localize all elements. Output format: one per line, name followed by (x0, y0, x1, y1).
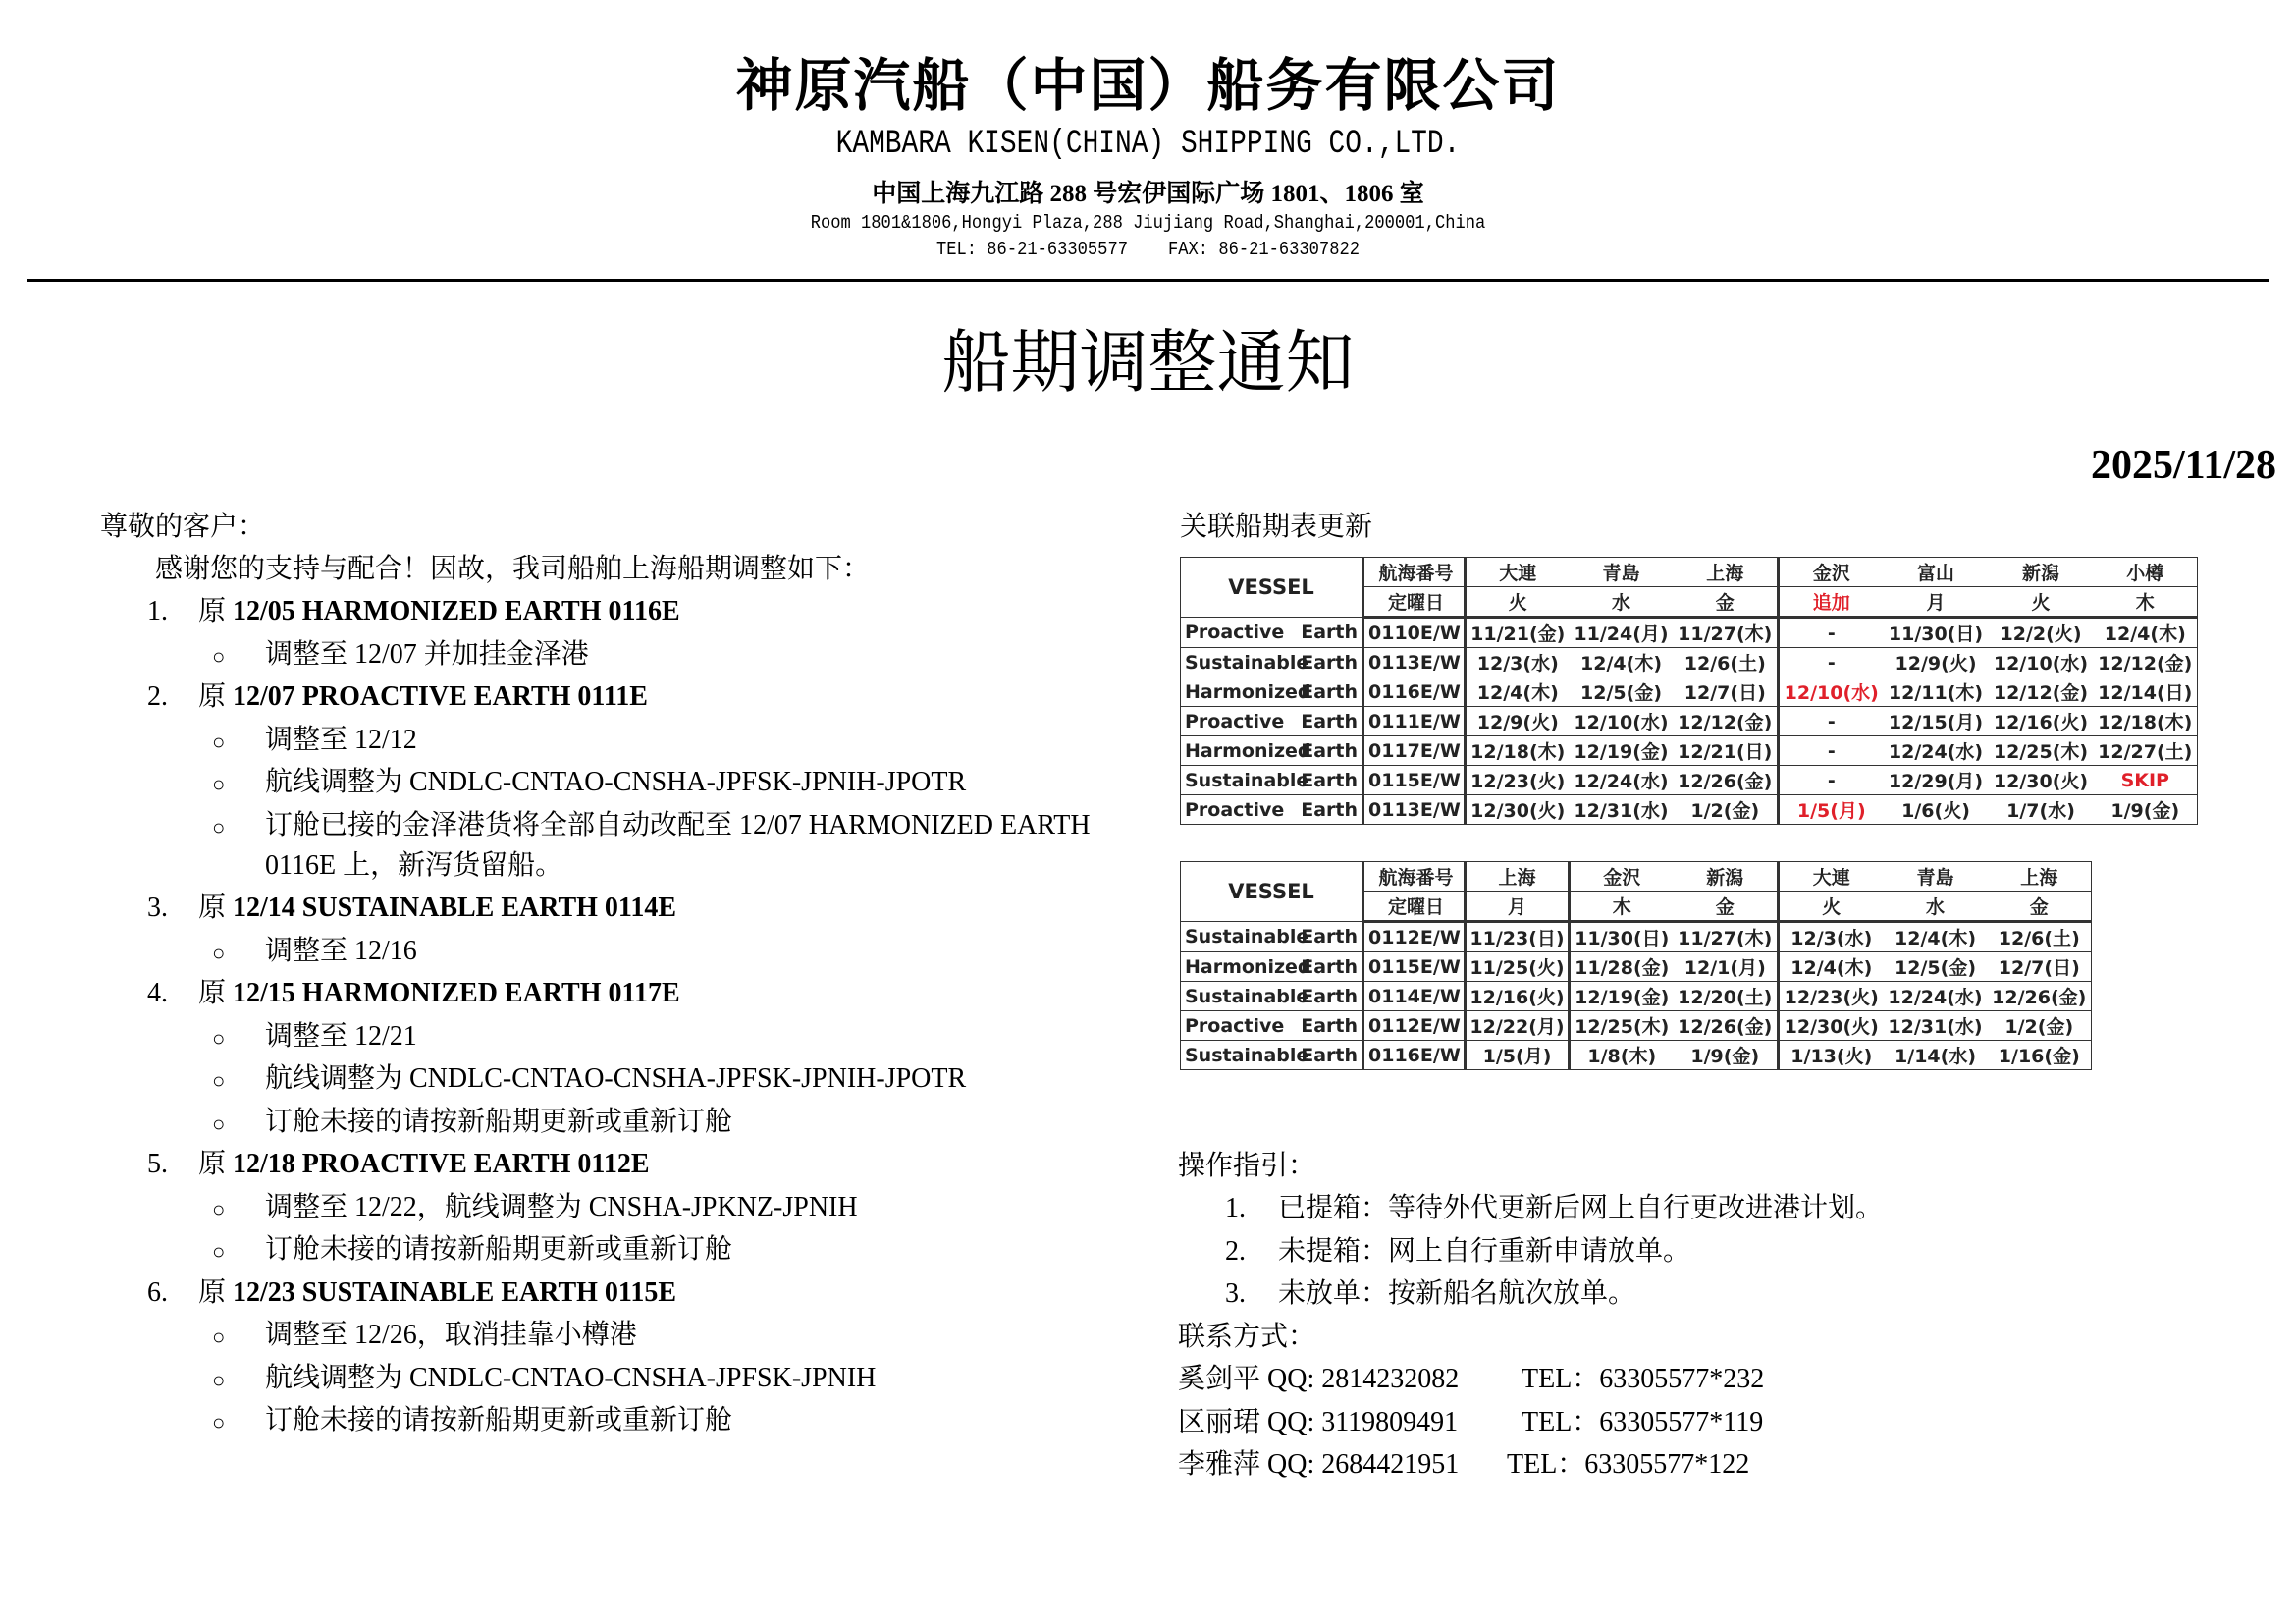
port-header: 上海 (1466, 862, 1570, 892)
schedule-date: 12/25(木) (1570, 1011, 1674, 1041)
voyage-number: 0115E/W (1363, 952, 1466, 982)
schedule-date: 12/12(金) (1674, 707, 1779, 736)
schedule-date: 12/10(水) (1779, 677, 1884, 707)
schedule-date: 1/9(金) (1674, 1041, 1779, 1070)
tel-fax: TEL: 86-21-63305577 FAX: 86-21-63307822 (935, 239, 1360, 260)
table-row (1181, 795, 2198, 825)
port-header: 金沢 (1779, 558, 1884, 587)
item-detail: 订舱未接的请按新船期更新或重新订舱 (265, 1405, 733, 1435)
port-header: 大連 (1779, 862, 1884, 892)
day-cell: 火 (1466, 587, 1570, 618)
table-row (1181, 766, 2198, 795)
bullet-icon: ○ (212, 1068, 226, 1093)
schedule-date: 11/30(日) (1884, 618, 1989, 648)
bullet-icon: ○ (212, 1025, 226, 1051)
vessel-suffix: Earth (1297, 982, 1363, 1011)
voyage-number: 0117E/W (1363, 736, 1466, 766)
schedule-date: 12/4(木) (1884, 922, 1988, 952)
port-header: 大連 (1466, 558, 1570, 587)
schedule-date: 12/11(木) (1884, 677, 1989, 707)
table-row (1181, 922, 2092, 952)
item-prefix: 原 (198, 681, 227, 712)
vessel-name: Proactive (1181, 707, 1297, 736)
vessel-suffix: Earth (1297, 1041, 1363, 1070)
schedule-date: 11/24(月) (1570, 618, 1674, 648)
schedule-date: 12/5(金) (1570, 677, 1674, 707)
schedule-date: 12/31(水) (1570, 795, 1674, 825)
vessel-name: Harmonized (1181, 952, 1297, 982)
item-detail: 调整至 12/26，取消挂靠小樽港 (265, 1320, 637, 1350)
schedule-date: 12/3(水) (1779, 922, 1884, 952)
voyage-header: 航海番号 (1363, 558, 1466, 587)
schedule-date: 12/12(金) (1989, 677, 2094, 707)
schedule-date: 12/18(木) (1466, 736, 1570, 766)
day-cell: 木 (2094, 587, 2198, 618)
contact-tel: TEL：63305577*119 (1522, 1406, 1764, 1437)
schedule-date: 1/5(月) (1779, 795, 1884, 825)
vessel-name: Harmonized (1181, 736, 1297, 766)
schedule-date: 11/25(火) (1466, 952, 1570, 982)
item-detail: 航线调整为 CNDLC-CNTAO-CNSHA-JPFSK-JPNIH-JPOTR (265, 767, 967, 797)
schedule-table-1 (1180, 557, 2198, 825)
item-heading (198, 596, 680, 627)
vessel-header: VESSEL (1181, 862, 1363, 922)
schedule-table-2 (1180, 861, 2092, 1070)
schedule-section-title: 关联船期表更新 (1180, 512, 1373, 542)
guide-text: 未放单：按新船名航次放单。 (1278, 1278, 1636, 1309)
item-number: 5. (147, 1149, 168, 1179)
schedule-date: 12/15(月) (1884, 707, 1989, 736)
bullet-icon: ○ (212, 1196, 226, 1221)
contact-title: 联系方式： (1178, 1322, 1316, 1352)
day-cell: 金 (1988, 892, 2092, 922)
vessel-suffix: Earth (1297, 922, 1363, 952)
schedule-date: 12/23(火) (1466, 766, 1570, 795)
schedule-date: 12/23(火) (1779, 982, 1884, 1011)
schedule-date: - (1779, 618, 1884, 648)
item-number: 2. (147, 681, 168, 712)
address-en: Room 1801&1806,Hongyi Plaza,288 Jiujiang Road,Shanghai,200001,China (810, 212, 1486, 234)
schedule-date: 12/6(土) (1988, 922, 2092, 952)
item-vessel: 12/07 PROACTIVE EARTH 0111E (233, 681, 648, 712)
vessel-suffix: Earth (1297, 677, 1363, 707)
vessel-name: Sustainable (1181, 1041, 1297, 1070)
schedule-date: 12/25(木) (1989, 736, 2094, 766)
schedule-date: 12/31(水) (1884, 1011, 1988, 1041)
item-vessel: 12/15 HARMONIZED EARTH 0117E (233, 978, 680, 1008)
contact-name-qq: 区丽珺 QQ: 3119809491 (1178, 1406, 1459, 1437)
schedule-date: - (1779, 707, 1884, 736)
company-name-cn: 神原汽船（中国）船务有限公司 (735, 52, 1561, 119)
schedule-date: 11/30(日) (1570, 922, 1674, 952)
guide-number: 2. (1225, 1235, 1246, 1267)
guide-text: 未提箱：网上自行重新申请放单。 (1278, 1235, 1691, 1267)
item-heading (198, 1277, 676, 1309)
day-cell: 木 (1570, 892, 1674, 922)
voyage-number: 0113E/W (1363, 795, 1466, 825)
item-vessel: 12/14 SUSTAINABLE EARTH 0114E (233, 893, 677, 923)
item-prefix: 原 (198, 978, 227, 1008)
schedule-date: 12/4(木) (1466, 677, 1570, 707)
vessel-name: Sustainable (1181, 922, 1297, 952)
vessel-suffix: Earth (1297, 736, 1363, 766)
day-cell: 火 (1989, 587, 2094, 618)
item-detail: 调整至 12/22，航线调整为 CNSHA-JPKNZ-JPNIH (265, 1191, 858, 1222)
day-cell: 金 (1674, 892, 1779, 922)
table-row (1181, 648, 2198, 677)
day-header: 定曜日 (1363, 587, 1466, 618)
schedule-date: 12/18(木) (2094, 707, 2198, 736)
schedule-date: 12/22(月) (1466, 1011, 1570, 1041)
schedule-date: - (1779, 736, 1884, 766)
schedule-date: 12/20(土) (1674, 982, 1779, 1011)
voyage-number: 0113E/W (1363, 648, 1466, 677)
table-row (1181, 1011, 2092, 1041)
port-header: 富山 (1884, 558, 1989, 587)
day-cell: 月 (1884, 587, 1989, 618)
schedule-date: 1/2(金) (1674, 795, 1779, 825)
item-detail: 调整至 12/07 并加挂金泽港 (265, 638, 589, 670)
item-heading (198, 978, 680, 1009)
item-detail: 航线调整为 CNDLC-CNTAO-CNSHA-JPFSK-JPNIH-JPOTR (265, 1063, 967, 1094)
schedule-date: 12/24(水) (1884, 982, 1988, 1011)
table-row (1181, 952, 2092, 982)
day-cell: 金 (1674, 587, 1779, 618)
item-detail: 调整至 12/16 (265, 935, 417, 966)
port-header: 上海 (1674, 558, 1779, 587)
port-header: 小樽 (2094, 558, 2198, 587)
schedule-date: 12/16(火) (1989, 707, 2094, 736)
item-detail: 订舱未接的请按新船期更新或重新订舱 (265, 1106, 733, 1137)
vessel-name: Sustainable (1181, 982, 1297, 1011)
guide-number: 1. (1225, 1193, 1246, 1223)
vessel-name: Sustainable (1181, 766, 1297, 795)
vessel-name: Proactive (1181, 795, 1297, 825)
schedule-date: 11/27(木) (1674, 922, 1779, 952)
table-row (1181, 707, 2198, 736)
item-detail: 调整至 12/21 (265, 1020, 417, 1052)
company-name-en: KAMBARA KISEN(CHINA) SHIPPING CO.,LTD. (835, 126, 1461, 163)
item-detail: 航线调整为 CNDLC-CNTAO-CNSHA-JPFSK-JPNIH (265, 1362, 877, 1393)
bullet-icon: ○ (212, 643, 226, 669)
vessel-name: Proactive (1181, 618, 1297, 648)
schedule-date: - (1779, 766, 1884, 795)
bullet-icon: ○ (212, 1239, 226, 1264)
voyage-header: 航海番号 (1363, 862, 1466, 892)
schedule-date: 12/4(木) (1779, 952, 1884, 982)
port-header: 青島 (1570, 558, 1674, 587)
table-header-row-ports (1181, 558, 2198, 587)
contact-tel: TEL：63305577*122 (1507, 1449, 1750, 1480)
intro-text: 感谢您的支持与配合！因故，我司船舶上海船期调整如下： (155, 554, 871, 584)
table-row (1181, 982, 2092, 1011)
bullet-icon: ○ (212, 1367, 226, 1392)
contact-tel: TEL：63305577*232 (1522, 1364, 1765, 1394)
day-cell: 月 (1466, 892, 1570, 922)
item-detail: 调整至 12/12 (265, 724, 417, 755)
vessel-header: VESSEL (1181, 558, 1363, 618)
schedule-date: 12/7(日) (1988, 952, 2092, 982)
item-number: 6. (147, 1276, 168, 1308)
voyage-number: 0114E/W (1363, 982, 1466, 1011)
voyage-number: 0115E/W (1363, 766, 1466, 795)
item-detail: 0116E 上，新泻货留船。 (265, 849, 563, 881)
table-row (1181, 1041, 2092, 1070)
schedule-date: 12/19(金) (1570, 982, 1674, 1011)
day-cell: 水 (1570, 587, 1674, 618)
item-number: 1. (147, 596, 168, 626)
schedule-date: 12/19(金) (1570, 736, 1674, 766)
item-prefix: 原 (198, 893, 227, 923)
item-vessel: 12/18 PROACTIVE EARTH 0112E (233, 1149, 650, 1179)
schedule-date: 1/6(火) (1884, 795, 1989, 825)
day-header: 定曜日 (1363, 892, 1466, 922)
schedule-date: 12/21(日) (1674, 736, 1779, 766)
guide-number: 3. (1225, 1278, 1246, 1309)
schedule-date: - (1779, 648, 1884, 677)
vessel-suffix: Earth (1297, 648, 1363, 677)
bullet-icon: ○ (212, 814, 226, 839)
schedule-date: 11/21(金) (1466, 618, 1570, 648)
schedule-date: 12/5(金) (1884, 952, 1988, 982)
voyage-number: 0111E/W (1363, 707, 1466, 736)
vessel-suffix: Earth (1297, 1011, 1363, 1041)
item-vessel: 12/05 HARMONIZED EARTH 0116E (233, 596, 680, 626)
schedule-date: 1/2(金) (1988, 1011, 2092, 1041)
schedule-date: 12/2(火) (1989, 618, 2094, 648)
bullet-icon: ○ (212, 772, 226, 796)
vessel-name: Sustainable (1181, 648, 1297, 677)
port-header: 青島 (1884, 862, 1988, 892)
schedule-date: 12/26(金) (1674, 1011, 1779, 1041)
guide-title: 操作指引： (1178, 1151, 1316, 1181)
schedule-date: 12/14(日) (2094, 677, 2198, 707)
vessel-name: Harmonized (1181, 677, 1297, 707)
schedule-date: 11/28(金) (1570, 952, 1674, 982)
vessel-suffix: Earth (1297, 795, 1363, 825)
schedule-date: 1/13(火) (1779, 1041, 1884, 1070)
table-row (1181, 677, 2198, 707)
contact-name-qq: 李雅萍 QQ: 2684421951 (1178, 1449, 1460, 1480)
schedule-date: 12/4(木) (2094, 618, 2198, 648)
greeting: 尊敬的客户： (100, 512, 266, 542)
item-number: 3. (147, 893, 168, 923)
schedule-date: 1/7(水) (1989, 795, 2094, 825)
schedule-date: 11/27(木) (1674, 618, 1779, 648)
bullet-icon: ○ (212, 1110, 226, 1136)
schedule-date: 12/24(水) (1570, 766, 1674, 795)
schedule-date: 12/30(火) (1989, 766, 2094, 795)
schedule-date: 1/5(月) (1466, 1041, 1570, 1070)
bullet-icon: ○ (212, 940, 226, 965)
item-vessel: 12/23 SUSTAINABLE EARTH 0115E (233, 1276, 677, 1308)
port-header: 新潟 (1989, 558, 2094, 587)
item-detail: 订舱未接的请按新船期更新或重新订舱 (265, 1234, 733, 1265)
schedule-date: 1/14(水) (1884, 1041, 1988, 1070)
port-header: 金沢 (1570, 862, 1674, 892)
schedule-date: 12/6(土) (1674, 648, 1779, 677)
notice-date: 2025/11/28 (2090, 443, 2276, 488)
item-prefix: 原 (198, 596, 227, 626)
bullet-icon: ○ (212, 729, 226, 754)
schedule-date: 1/8(木) (1570, 1041, 1674, 1070)
schedule-date: 12/24(水) (1884, 736, 1989, 766)
port-header: 上海 (1988, 862, 2092, 892)
voyage-number: 0116E/W (1363, 1041, 1466, 1070)
address-cn: 中国上海九江路 288 号宏伊国际广场 1801、1806 室 (872, 181, 1424, 207)
item-heading (198, 1149, 650, 1180)
schedule-date: 1/9(金) (2094, 795, 2198, 825)
vessel-suffix: Earth (1297, 766, 1363, 795)
table-row (1181, 736, 2198, 766)
vessel-suffix: Earth (1297, 618, 1363, 648)
day-cell: 火 (1779, 892, 1884, 922)
day-cell: 水 (1884, 892, 1988, 922)
schedule-date: 12/12(金) (2094, 648, 2198, 677)
item-prefix: 原 (198, 1149, 227, 1179)
schedule-date: 11/23(日) (1466, 922, 1570, 952)
vessel-suffix: Earth (1297, 952, 1363, 982)
schedule-date: 1/16(金) (1988, 1041, 2092, 1070)
schedule-date: 12/26(金) (1674, 766, 1779, 795)
schedule-date: 12/27(土) (2094, 736, 2198, 766)
item-heading (198, 681, 648, 713)
notice-title: 船期调整通知 (941, 322, 1355, 403)
port-header: 新潟 (1674, 862, 1779, 892)
voyage-number: 0116E/W (1363, 677, 1466, 707)
schedule-date: 12/30(火) (1779, 1011, 1884, 1041)
schedule-date: 12/9(火) (1884, 648, 1989, 677)
schedule-date: 12/29(月) (1884, 766, 1989, 795)
schedule-date: 12/1(月) (1674, 952, 1779, 982)
voyage-number: 0112E/W (1363, 1011, 1466, 1041)
bullet-icon: ○ (212, 1325, 226, 1349)
schedule-date: 12/30(火) (1466, 795, 1570, 825)
header-divider (27, 279, 2269, 282)
voyage-number: 0112E/W (1363, 922, 1466, 952)
table-header-row-ports (1181, 862, 2092, 892)
schedule-date: SKIP (2094, 766, 2198, 795)
item-number: 4. (147, 978, 168, 1008)
voyage-number: 0110E/W (1363, 618, 1466, 648)
schedule-date: 12/9(火) (1466, 707, 1570, 736)
item-prefix: 原 (198, 1276, 227, 1308)
table-row (1181, 618, 2198, 648)
schedule-date: 12/4(木) (1570, 648, 1674, 677)
schedule-date: 12/26(金) (1988, 982, 2092, 1011)
guide-text: 已提箱：等待外代更新后网上自行更改进港计划。 (1278, 1193, 1884, 1223)
schedule-date: 12/10(水) (1989, 648, 2094, 677)
schedule-date: 12/3(水) (1466, 648, 1570, 677)
contact-name-qq: 奚剑平 QQ: 2814232082 (1178, 1364, 1460, 1394)
schedule-date: 12/16(火) (1466, 982, 1570, 1011)
schedule-date: 12/10(水) (1570, 707, 1674, 736)
bullet-icon: ○ (212, 1410, 226, 1435)
day-cell: 追加 (1779, 587, 1884, 618)
schedule-date: 12/7(日) (1674, 677, 1779, 707)
vessel-name: Proactive (1181, 1011, 1297, 1041)
vessel-suffix: Earth (1297, 707, 1363, 736)
item-heading (198, 893, 676, 924)
item-detail: 订舱已接的金泽港货将全部自动改配至 12/07 HARMONIZED EARTH (265, 809, 1091, 840)
